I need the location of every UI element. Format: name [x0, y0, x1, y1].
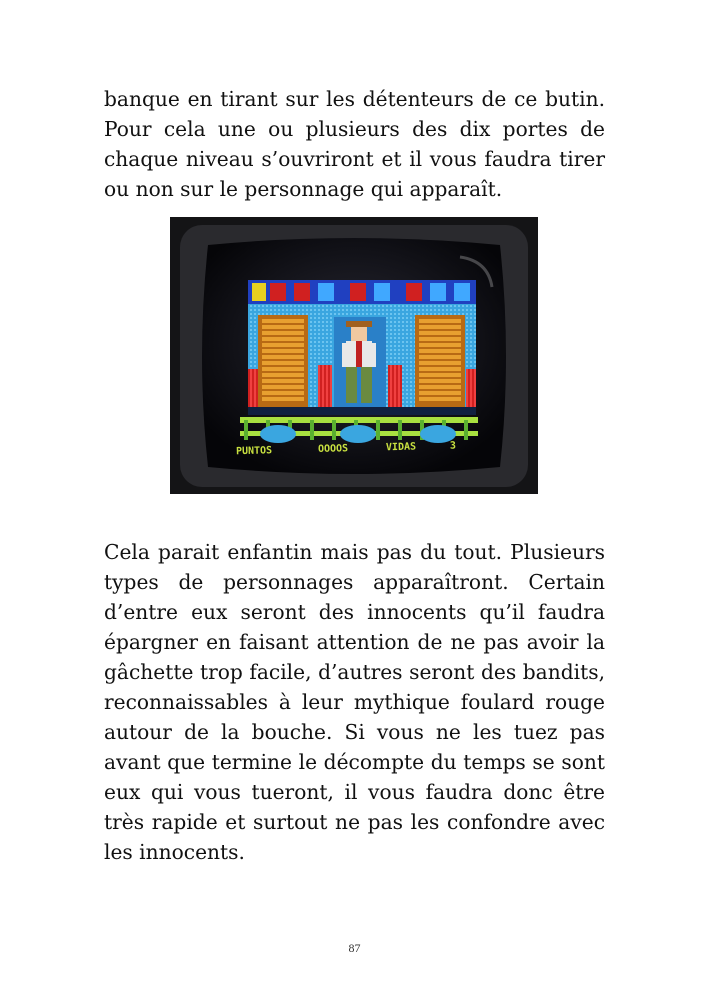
- paragraph-1: banque en tirant sur les détenteurs de ce butin. Pour cela une ou plusieurs des dix portes de chaque niveau s’ouvriront et il vous faudra tirer ou non sur le personnage qui apparaît.: [104, 87, 605, 201]
- page-number: 87: [348, 941, 361, 955]
- hud-lives-count: 3: [449, 440, 457, 452]
- crt-screenshot-photo: [170, 217, 538, 494]
- crt-monitor-illustration: [170, 217, 538, 494]
- paragraph-2: Cela parait enfantin mais pas du tout. Plusieurs types de personnages apparaîtront. Certain d’entre eux seront des innocents qu’il faudra épargner en faisant attention de ne pas avoir la gâchette trop facile, d’autres seront des bandits, reconnaissables à leur mythique foulard rouge autour de la bouche. Si vous ne les tuez pas avant que termine le décompte du temps se sont eux qui vous tueront, il vous faudra donc être très rapide et surtout ne pas les confondre avec les innocents.: [104, 540, 605, 864]
- game-screen: [236, 280, 478, 457]
- hud-puntos: PUNTOS: [235, 445, 273, 458]
- hud-vidas: VIDAS: [385, 441, 417, 454]
- hud-score: OOOOS: [317, 443, 349, 456]
